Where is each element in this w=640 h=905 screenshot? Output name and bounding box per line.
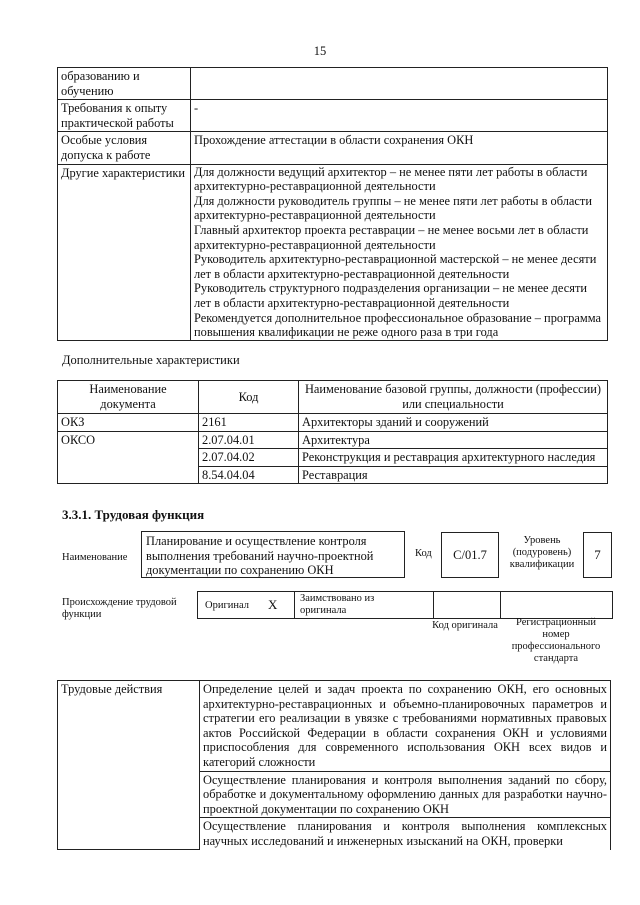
code-label: Код bbox=[415, 548, 432, 559]
cell-name: Архитектура bbox=[299, 431, 608, 449]
characteristic-line: Для должности ведущий архитектор – не менее пяти лет работы в области архитектурно-реставрационной деятельности bbox=[194, 164, 588, 194]
level-value-box: 7 bbox=[583, 532, 612, 578]
function-code-box: C/01.7 bbox=[441, 532, 499, 578]
reg-number-label: Регистрационный номер профессионального стандарта bbox=[511, 617, 601, 664]
table-row bbox=[58, 414, 608, 432]
cell-doc: ОКСО bbox=[58, 431, 199, 484]
level-label: Уровень (подуровень) квалификации bbox=[509, 535, 575, 570]
characteristic-line: Руководитель структурного подразделения организации – не менее десяти лет в области архитектурно-реставрационной деятельности bbox=[194, 281, 587, 310]
function-name-box: Планирование и осуществление контроля выполнения требований научно-проектной документации по сохранению ОКН bbox=[141, 531, 405, 578]
table-row bbox=[58, 164, 608, 340]
row-value: Прохождение аттестации в области сохранения ОКН bbox=[191, 132, 608, 164]
characteristic-line: Руководитель архитектурно-реставрационной мастерской – не менее десяти лет в области архитектурно-реставрационной деятельности bbox=[194, 252, 597, 281]
row-label: Особые условия допуска к работе bbox=[58, 132, 191, 164]
action-item: Определение целей и задач проекта по сохранению ОКН, его основных архитектурно-реставрационных и объемно-планировочных параметров и стратегии его реализации в увязке с требованиями нормативных правовых актов Российской Федерации в области сохранения ОКН и условиями приспособления для современного использования ОКН всех видов и категорий сложности bbox=[200, 681, 611, 772]
cell-code: 2161 bbox=[199, 414, 299, 432]
cell-name: Реставрация bbox=[299, 466, 608, 484]
table-row bbox=[58, 681, 611, 772]
function-heading: 3.3.1. Трудовая функция bbox=[62, 507, 205, 522]
code-original-label: Код оригинала bbox=[432, 620, 498, 631]
origin-label: Происхождение трудовой функции bbox=[62, 597, 177, 620]
additional-table bbox=[57, 380, 608, 484]
table-row bbox=[58, 68, 608, 100]
header-name: Наименование базовой группы, должности (профессии) или специальности bbox=[299, 381, 608, 414]
row-value bbox=[191, 68, 608, 100]
borrowed-label: Заимствовано из оригинала bbox=[300, 593, 375, 616]
actions-table bbox=[57, 680, 611, 850]
original-label: Оригинал bbox=[205, 600, 249, 611]
original-mark: X bbox=[268, 597, 278, 612]
origin-box bbox=[197, 591, 613, 619]
header-code: Код bbox=[199, 381, 299, 414]
table-row bbox=[58, 132, 608, 164]
cell-name: Реконструкция и реставрация архитектурного наследия bbox=[299, 449, 608, 467]
cell-code: 2.07.04.02 bbox=[199, 449, 299, 467]
divider bbox=[294, 592, 295, 618]
table-row bbox=[58, 431, 608, 449]
action-item: Осуществление планирования и контроля выполнения заданий по сбору, обработке и документальному оформлению данных для разработки научно-проектной документации по сохранению ОКН bbox=[200, 771, 611, 818]
requirements-table bbox=[57, 67, 608, 341]
page-number: 15 bbox=[313, 44, 327, 58]
table-header-row bbox=[58, 381, 608, 414]
characteristic-line: Рекомендуется дополнительное профессиональное образование – программа повышения квалификации не реже одного раза в три года bbox=[194, 310, 601, 340]
additional-heading: Дополнительные характеристики bbox=[62, 353, 240, 367]
cell-doc: ОКЗ bbox=[58, 414, 199, 432]
divider bbox=[433, 592, 434, 618]
other-characteristics bbox=[191, 164, 608, 340]
header-doc: Наименование документа bbox=[58, 381, 199, 414]
characteristic-line: Главный архитектор проекта реставрации – не менее восьми лет в области архитектурно-реставрационной деятельности bbox=[194, 222, 589, 252]
cell-code: 2.07.04.01 bbox=[199, 431, 299, 449]
name-label: Наименование bbox=[62, 552, 128, 563]
row-label: образованию и обучению bbox=[58, 68, 191, 100]
action-item: Осуществление планирования и контроля выполнения комплексных научных исследований и инженерных изысканий на ОКН, проверки bbox=[200, 818, 611, 850]
table-row bbox=[58, 100, 608, 132]
characteristic-line: Для должности руководитель группы – не менее пяти лет работы в области архитектурно-реставрационной деятельности bbox=[194, 193, 592, 223]
row-label: Другие характеристики bbox=[58, 164, 191, 340]
cell-code: 8.54.04.04 bbox=[199, 466, 299, 484]
cell-name: Архитекторы зданий и сооружений bbox=[299, 414, 608, 432]
actions-label: Трудовые действия bbox=[58, 681, 200, 850]
row-value: - bbox=[191, 100, 608, 132]
divider bbox=[500, 592, 501, 618]
row-label: Требования к опыту практической работы bbox=[58, 100, 191, 132]
